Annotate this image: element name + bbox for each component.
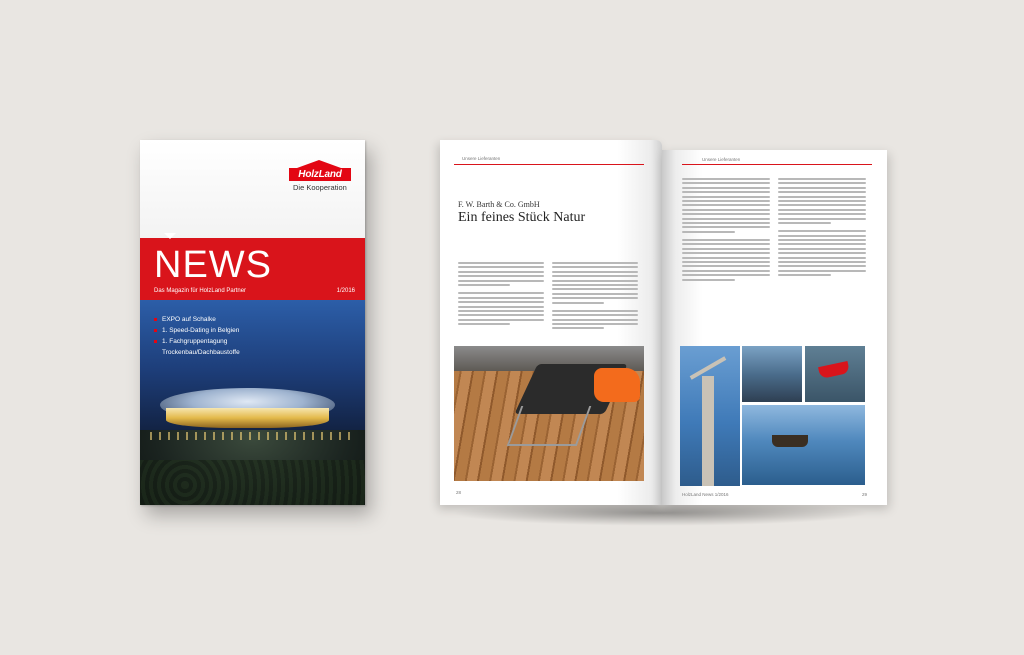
page-number: 29 — [862, 492, 868, 497]
left-page — [440, 140, 662, 505]
orange-towel — [594, 368, 640, 402]
logo-roof-icon — [297, 160, 341, 168]
text-column-3 — [682, 178, 770, 283]
section-label: Unsere Lieferanten — [462, 156, 501, 161]
right-page — [662, 150, 887, 505]
article-headline: Ein feines Stück Natur — [458, 210, 586, 225]
section-label: Unsere Lieferanten — [702, 157, 741, 162]
cover-title-band — [140, 238, 365, 300]
page-rule — [682, 164, 872, 165]
cover-trees — [140, 460, 365, 505]
cover-title: NEWS — [154, 244, 272, 286]
cover-ground — [140, 430, 365, 505]
footer-text: HolzLand News 1/2016 — [682, 492, 729, 497]
photo-workers — [742, 346, 802, 402]
cover-bullet: EXPO auf Schalke — [154, 314, 240, 325]
stadium-base — [166, 408, 329, 428]
company-name: F. W. Barth & Co. GmbH — [458, 200, 540, 209]
stadium-illustration — [160, 388, 335, 436]
cover-issue: 1/2016 — [336, 288, 355, 294]
text-column-2 — [552, 262, 638, 332]
holzland-logo — [289, 160, 351, 192]
photo-red-boat — [805, 346, 865, 402]
cover-bullet-list — [154, 314, 240, 358]
magazine-spread — [440, 140, 887, 520]
text-column-4 — [778, 178, 866, 279]
page-rule — [454, 164, 644, 165]
logo-subtitle: Die Kooperation — [293, 183, 347, 192]
cover-lights — [150, 432, 355, 440]
cover-bullet-continuation: Trockenbau/Dachbaustoffe — [162, 349, 240, 356]
cover-notch — [164, 233, 176, 239]
text-column-1 — [458, 262, 544, 327]
cover-bullet: 1. Speed-Dating in Belgien — [154, 325, 240, 336]
magazine-cover — [140, 140, 365, 505]
cover-photo-stadium — [140, 300, 365, 505]
photo-wooden-deck — [454, 346, 644, 481]
photo-lake-boat — [742, 405, 865, 485]
logo-brand: HolzLand — [289, 168, 351, 181]
cover-tagline: Das Magazin für HolzLand Partner — [154, 288, 247, 294]
cover-bullet: 1. Fachgruppentagung — [154, 336, 240, 347]
page-number: 28 — [456, 490, 462, 495]
photo-dead-tree — [680, 346, 740, 486]
